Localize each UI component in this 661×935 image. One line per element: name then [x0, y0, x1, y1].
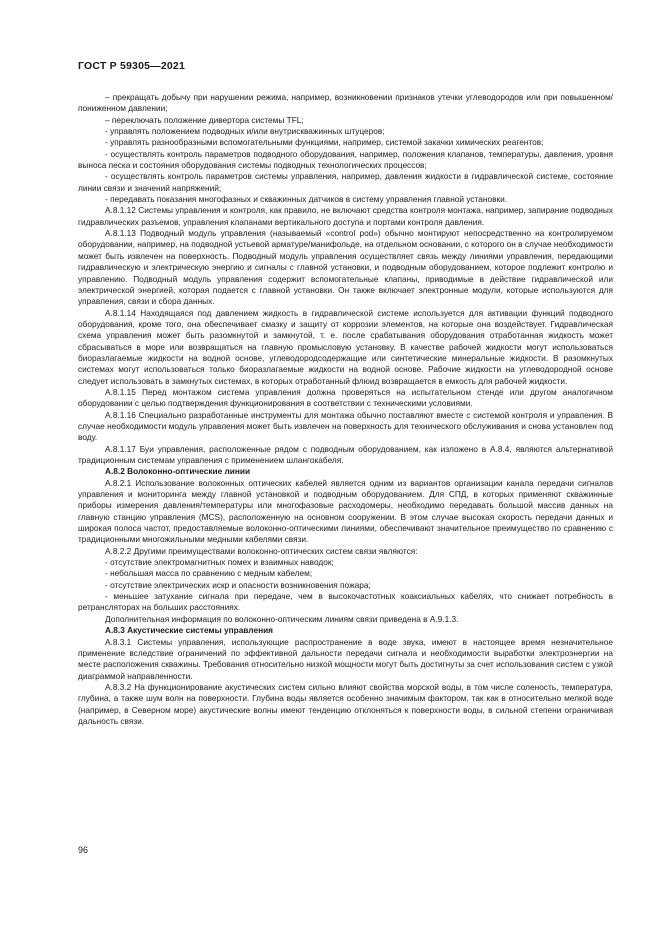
- list-item: – переключать положение диверторa системы TFL;: [105, 114, 304, 125]
- section-heading-a-8-2: А.8.2 Волоконно-оптические линии: [105, 466, 251, 477]
- list-item: - осуществлять контроль параметров системы управления, например, давления жидкости в гидравлической системе, состояние линии связи и значений напряжений;: [78, 171, 613, 193]
- document-body: [78, 92, 613, 727]
- paragraph-a-8-1-16: А.8.1.16 Специально разработанные инструменты для монтажа обычно поставляют вместе с системой контроля и управления. В случае необходимости модуль управления может быть извлечен на поверхность для технического обслуживания и снова установлен под воду.: [78, 409, 613, 443]
- paragraph-a-8-1-15: А.8.1.15 Перед монтажом система управления должна проверяться на испытательном стенде или другом аналогичном оборудовании с целью подтверждения функционирования в соответствии с техническими условиями.: [78, 386, 613, 409]
- list-item: - управлять положением подводных и/или внутрискважинных штуцеров;: [105, 126, 385, 137]
- page-header-standard-title: ГОСТ Р 59305—2021: [78, 60, 186, 72]
- list-item: – прекращать добычу при нарушении режима, например, возникновении признаков утечки углеводородов или при повышенном/пониженном давлении;: [78, 92, 613, 114]
- paragraph-a-8-1-12: А.8.1.12 Системы управления и контроля, как правило, не включают средства контроля монтажа, например, запирание подводных гидравлических разъемов, управления клапанами вертикального доступа и портами контроля давления.: [78, 205, 613, 227]
- list-item: - отсутствие электромагнитных помех и взаимных наводок;: [105, 557, 334, 568]
- list-item: - управлять разнообразными вспомогательными функциями, например, системой закачки химических реагентов;: [105, 137, 544, 148]
- paragraph-a-8-3-2: А.8.3.2 На функционирование акустических систем сильно влияют свойства морской воды, в том числе соленость, температура, глубина, а также шум волн на поверхности. Глубина воды является особенно значимым фактором, так как в относительно мелкой воде (например, в Северном море) акустические волны имеют тенденцию отклоняться к поверхности воды, в сильной степени ограничивая дальность связи.: [78, 681, 613, 726]
- paragraph-a-8-1-14: А.8.1.14 Находящаяся под давлением жидкость в гидравлической системе используется для активации функций подводного оборудования, кроме того, она обеспечивает смазку и защиту от коррозии элементов, на которые она воздействует. Гидравлическая схема управления может быть разомкнутой и замкнутой, т. е. после срабатывания оборудования отработанная жидкость может сбрасываться в море или возвращаться на главную промысловую установку. В качестве рабочей жидкости могут использоваться биоразлагаемые жидкости на водной основе, углеводородсодержащие или синтетические минеральные жидкости. В разомкнутых системах могут использоваться только биоразлагаемые жидкости на водной основе. Рабочие жидкости на углеводородной основе следует использовать в замкнутых системах, в которых отработанный флюид возвращается в емкость для рабочей жидкости.: [78, 307, 613, 386]
- page-number: 96: [78, 845, 89, 855]
- paragraph-a-8-1-17: А.8.1.17 Буи управления, расположенные рядом с подводным оборудованием, как изложено в А.8.4, являются альтернативой традиционным системам управления с применением шлангокабеля.: [78, 443, 613, 465]
- section-heading-a-8-3: А.8.3 Акустические системы управления: [105, 625, 274, 636]
- paragraph-a-8-3-1: А.8.3.1 Системы управления, использующие распространение в воде звука, имеют в настоящее время незначительное применение вследствие ограничений по эффективной дальности передачи сигнала и необходимости выработки электроэнергии на месте расположения скважины. Требования относительно низкой мощности могут быть достигнуты за счет использования систем с узкой диаграммой направленности.: [78, 636, 613, 681]
- list-item: - меньшее затухание сигнала при передаче, чем в высокочастотных коаксиальных кабелях, что снижает потребность в ретрансляторах на больших расстояниях.: [78, 591, 613, 613]
- paragraph-a-8-2-2: А.8.2.2 Другими преимуществами волоконно-оптических систем связи являются:: [105, 545, 418, 556]
- list-item: - отсутствие электрических искр и опасности возникновения пожара;: [105, 579, 371, 590]
- paragraph-a-8-1-13: А.8.1.13 Подводный модуль управления (называемый «control pod») обычно монтируют непосредственно на контролируемом оборудовании, например, на подводной устьевой арматуре/манифольде, на отдельном основании, с которого он в случае необходимости может быть извлечен на поверхность. Подводный модуль управления осуществляет связь между линиями управления, передающими гидравлическую и электрическую энергию и сигналы с главной установки, и подводным оборудованием, которое подлежит контролю и управлению. Подводный модуль управления содержит вспомогательные клапаны, приводимые в действие гидравлической или электрической энергией, которая подается с главной установки. Он также включает электронные модули, которые используются для управления, связи и сбора данных.: [78, 228, 614, 307]
- list-item: - небольшая масса по сравнению с медным кабелем;: [105, 568, 313, 579]
- paragraph-a-8-2-1: А.8.2.1 Использование волоконных оптических кабелей является одним из вариантов организации канала передачи сигналов управления и мониторинга между главной установкой и подводным оборудованием. Для СПД, в которых применяют скважинные приборы измерения давления/температуры или многофазовые расходомеры, необходимо передавать большой массив данных на главную станцию управления (MCS), расположенную на основном сооружении. В этом случае высокая скорость передачи данных и широкая полоса частот, предоставляемые волоконно-оптическими линиями, обеспечивают значительное преимущество по сравнению с традиционными многожильными медными кабелями связи.: [78, 477, 613, 545]
- list-item: - передавать показания многофазных и скважинных датчиков в систему управления главной установки.: [105, 194, 508, 205]
- paragraph-reference: Дополнительная информация по волоконно-оптическим линиям связи приведена в А.9.1.3.: [105, 613, 459, 624]
- list-item: - осуществлять контроль параметров подводного оборудования, например, положения клапанов, температуры, давления, уровня выноса песка и состояния оборудования системы подводных технологических процессов;: [78, 148, 613, 171]
